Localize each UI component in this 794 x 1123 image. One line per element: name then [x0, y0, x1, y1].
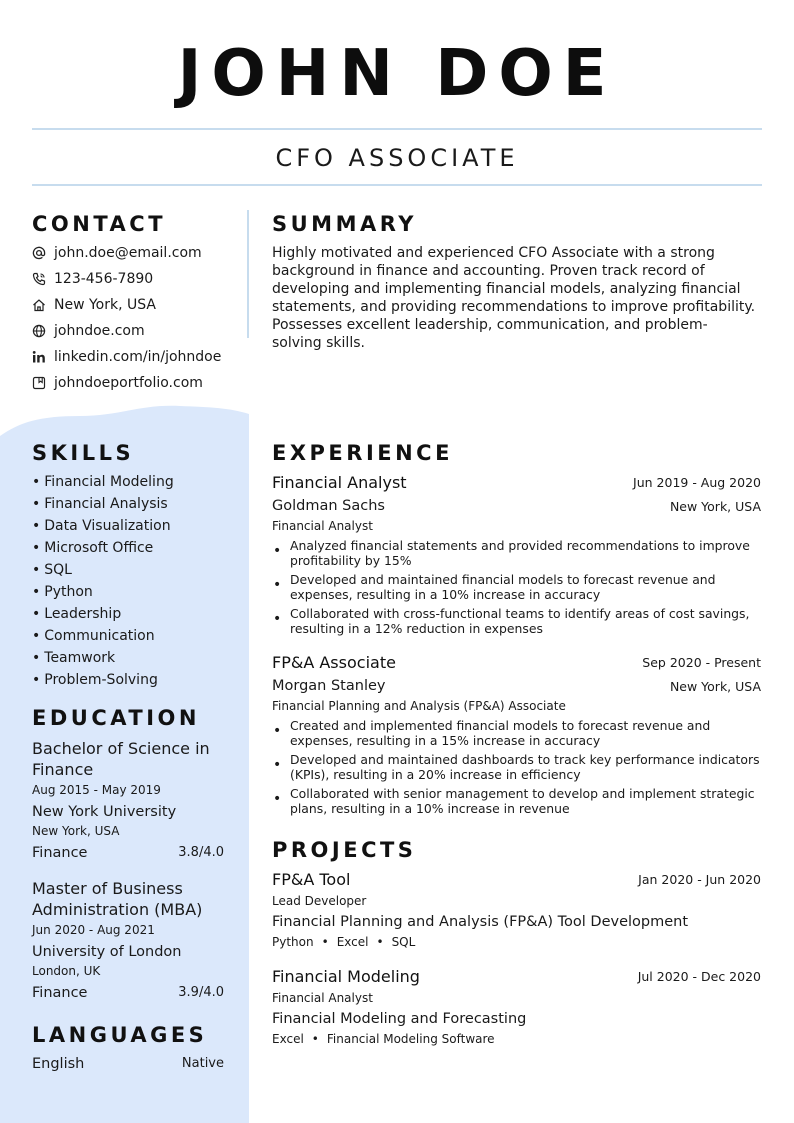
header-rule-bottom	[32, 184, 762, 186]
education-degree: Bachelor of Science in Finance	[32, 739, 210, 779]
project-tech: Python	[272, 935, 314, 949]
education-school: University of London	[32, 944, 182, 960]
projects-heading: PROJECTS	[272, 838, 417, 862]
column-divider	[247, 210, 249, 338]
summary-heading: SUMMARY	[272, 212, 417, 236]
tech-separator: •	[321, 935, 329, 949]
project-dates: Jan 2020 - Jun 2020	[638, 872, 761, 887]
experience-location: New York, USA	[669, 679, 761, 694]
education-degree: Master of Business Administration (MBA)	[32, 879, 203, 919]
experience-bullet: • Analyzed financial statements and provided recommendations to improve profitability by 15%	[272, 538, 764, 568]
experience-title: FP&A Associate	[272, 653, 396, 672]
experience-bullet: • Developed and maintained financial models to forecast revenue and expenses, resulting in a 10% increase in accuracy	[272, 572, 764, 602]
skill-item: • Communication	[32, 627, 155, 645]
contact-email-text: john.doe@email.com	[54, 245, 202, 261]
experience-location: New York, USA	[669, 499, 761, 514]
experience-dates: Sep 2020 - Present	[642, 655, 761, 670]
education-location: London, UK	[32, 964, 101, 978]
linkedin-icon	[32, 350, 46, 364]
language-name: English	[32, 1056, 85, 1072]
at-icon	[32, 246, 46, 260]
education-location: New York, USA	[32, 824, 120, 838]
contact-website[interactable]	[32, 321, 145, 341]
summary-text: Highly motivated and experienced CFO Associate with a strong background in finance and accounting. Proven track record of developing and implementing financial models, analyzing financial statements, and providing recommendations to improve profitability. Possesses excellent leadership, communication, and problem-solving skills.	[272, 245, 756, 351]
job-title: CFO ASSOCIATE	[275, 144, 519, 172]
languages-heading: LANGUAGES	[32, 1023, 208, 1047]
education-heading: EDUCATION	[32, 706, 200, 730]
contact-website-text: johndoe.com	[54, 323, 145, 339]
contact-heading: CONTACT	[32, 212, 167, 236]
contact-linkedin[interactable]	[32, 347, 221, 367]
experience-bullet: • Collaborated with cross-functional teams to identify areas of cost savings, resulting in a 12% reduction in expenses	[272, 606, 764, 636]
experience-title: Financial Analyst	[272, 473, 407, 492]
contact-location-text: New York, USA	[54, 297, 156, 313]
education-school: New York University	[32, 804, 177, 820]
experience-dates: Jun 2019 - Aug 2020	[633, 475, 761, 490]
experience-heading: EXPERIENCE	[272, 441, 453, 465]
project-role: Financial Analyst	[272, 991, 373, 1005]
education-field: Finance	[32, 845, 88, 861]
experience-role: Financial Analyst	[272, 519, 373, 533]
contact-portfolio-text: johndoeportfolio.com	[54, 375, 203, 391]
contact-phone-text: 123-456-7890	[54, 271, 154, 287]
skill-item: • Problem-Solving	[32, 671, 158, 689]
contact-location	[32, 295, 156, 315]
education-gpa: 3.9/4.0	[178, 985, 224, 1000]
experience-bullets	[272, 718, 764, 820]
education-field: Finance	[32, 985, 88, 1001]
experience-company: Goldman Sachs	[272, 498, 385, 514]
experience-company: Morgan Stanley	[272, 678, 386, 694]
project-tech: Excel	[272, 1032, 304, 1046]
language-level: Native	[181, 1056, 224, 1071]
project-tech: SQL	[391, 935, 416, 949]
skill-item: • Leadership	[32, 605, 121, 623]
project-role: Lead Developer	[272, 894, 367, 908]
project-description: Financial Planning and Analysis (FP&A) Tool Development	[272, 914, 689, 930]
education-gpa: 3.8/4.0	[178, 845, 224, 860]
contact-email[interactable]	[32, 243, 202, 263]
experience-bullet: • Collaborated with senior management to develop and implement strategic plans, resulting in a 10% increase in revenue	[272, 786, 764, 816]
tech-separator: •	[376, 935, 384, 949]
skill-item: • Data Visualization	[32, 517, 171, 535]
tech-separator: •	[311, 1032, 319, 1046]
skill-item: • Financial Analysis	[32, 495, 168, 513]
education-dates: Aug 2015 - May 2019	[32, 783, 161, 797]
skill-item: • SQL	[32, 561, 72, 579]
project-tech-list	[272, 1032, 495, 1047]
project-tech: Financial Modeling Software	[326, 1032, 495, 1046]
contact-phone[interactable]	[32, 269, 153, 289]
candidate-name: JOHN DOE	[177, 37, 617, 111]
experience-bullet: • Developed and maintained dashboards to track key performance indicators (KPIs), resulting in a 20% increase in efficiency	[272, 752, 764, 782]
experience-bullet: • Created and implemented financial models to forecast revenue and expenses, resulting in a 15% increase in accuracy	[272, 718, 764, 748]
skill-item: • Teamwork	[32, 649, 115, 667]
portfolio-icon	[32, 376, 46, 390]
home-icon	[32, 298, 46, 312]
experience-bullets	[272, 538, 764, 640]
globe-icon	[32, 324, 46, 338]
project-description: Financial Modeling and Forecasting	[272, 1011, 527, 1027]
project-name: FP&A Tool	[272, 870, 351, 889]
skill-item: • Python	[32, 583, 93, 601]
header-rule-top	[32, 128, 762, 130]
contact-linkedin-text: linkedin.com/in/johndoe	[54, 349, 222, 365]
skills-heading: SKILLS	[32, 441, 135, 465]
skill-item: • Financial Modeling	[32, 473, 174, 491]
experience-role: Financial Planning and Analysis (FP&A) Associate	[272, 699, 566, 713]
skill-item: • Microsoft Office	[32, 539, 153, 557]
project-name: Financial Modeling	[272, 967, 420, 986]
education-dates: Jun 2020 - Aug 2021	[32, 923, 155, 937]
contact-portfolio[interactable]	[32, 373, 203, 393]
project-tech-list	[272, 935, 415, 950]
project-tech: Excel	[336, 935, 369, 949]
phone-icon	[32, 272, 46, 286]
project-dates: Jul 2020 - Dec 2020	[637, 969, 761, 984]
